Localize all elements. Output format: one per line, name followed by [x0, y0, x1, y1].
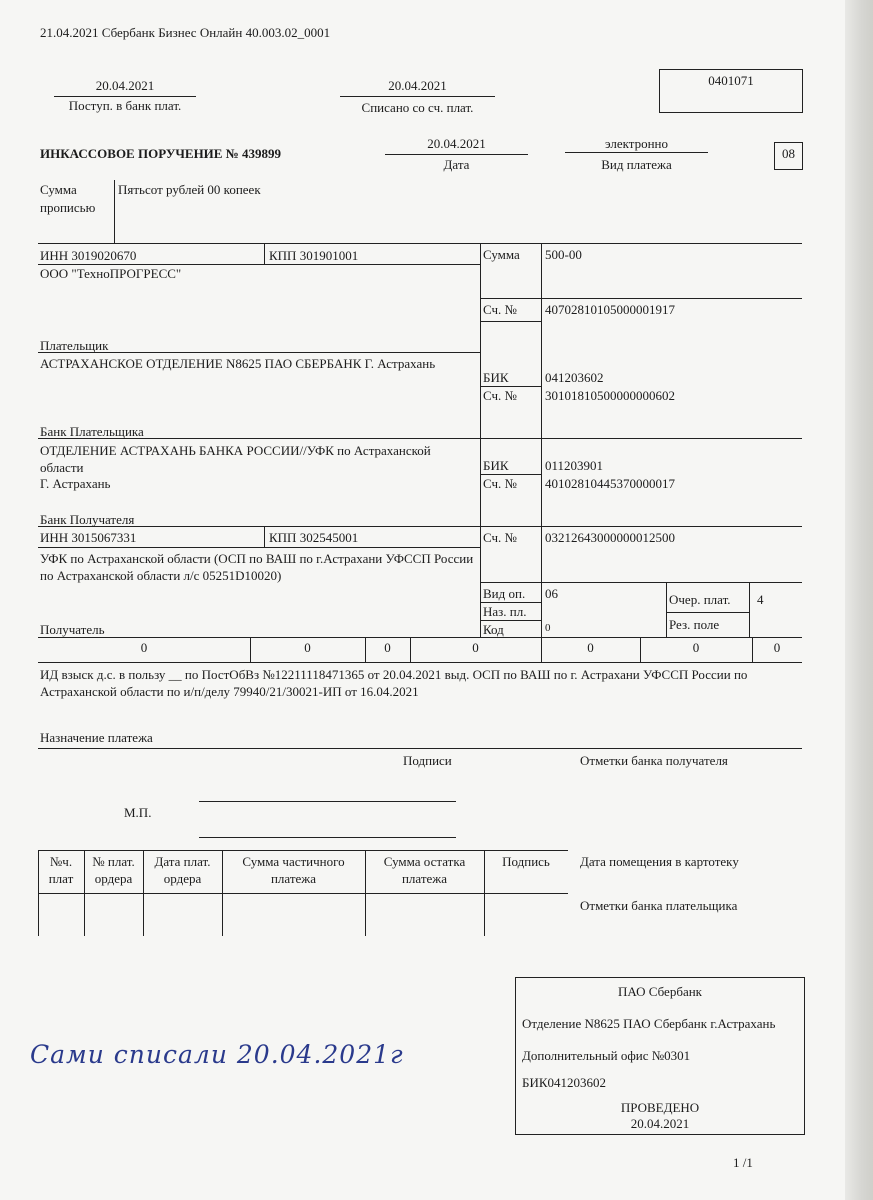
- divider: [385, 154, 528, 155]
- form-code-box: [659, 69, 803, 113]
- document-date-label: Дата: [443, 157, 470, 172]
- payee-bik: 011203901: [545, 458, 604, 473]
- divider: [38, 438, 802, 439]
- payer-bank-name: АСТРАХАНСКОЕ ОТДЕЛЕНИЕ N8625 ПАО СБЕРБАНК Г. Астрахань: [40, 356, 436, 371]
- divider: [38, 264, 480, 265]
- kod-value: 0: [545, 622, 551, 634]
- payment-type: электронно: [604, 136, 668, 151]
- tax-field-6: 0: [692, 640, 700, 655]
- payer-account-label: Сч. №: [483, 302, 517, 317]
- payee-bank-city: Г. Астрахань: [40, 476, 111, 491]
- sum-label: Сумма: [483, 247, 520, 262]
- table-header-num: №ч. плат: [48, 854, 74, 886]
- kartoteka-label: Дата помещения в картотеку: [580, 854, 739, 869]
- page-edge: [845, 0, 873, 1200]
- divider: [38, 850, 568, 851]
- table-header-remaining-sum: Сумма остатка платежа: [383, 854, 466, 886]
- payer-label: Плательщик: [40, 338, 109, 353]
- vid-op-label: Вид оп.: [483, 586, 526, 601]
- divider: [114, 180, 115, 243]
- tax-field-3: 0: [384, 640, 391, 655]
- divider: [38, 547, 480, 548]
- divider: [480, 298, 802, 299]
- divider: [264, 526, 265, 547]
- divider: [38, 526, 802, 527]
- payer-bik-label: БИК: [483, 370, 509, 385]
- divider: [480, 582, 802, 583]
- ocher-value: 4: [757, 592, 764, 607]
- debited-date: 20.04.2021: [388, 78, 447, 93]
- document-date: 20.04.2021: [427, 136, 486, 151]
- divider: [480, 243, 481, 637]
- tax-field-7: 0: [773, 640, 781, 655]
- divider: [38, 893, 568, 894]
- stamp-bik: БИК041203602: [522, 1075, 607, 1090]
- divider: [38, 637, 802, 638]
- table-header-partial-sum: Сумма частичного платежа: [242, 854, 345, 886]
- payer-kpp: КПП 301901001: [269, 248, 359, 263]
- vid-op-value: 06: [545, 586, 558, 601]
- divider: [565, 152, 708, 153]
- payer-account: 40702810105000001917: [545, 302, 675, 317]
- debited-date-label: Списано со сч. плат.: [361, 100, 474, 115]
- amount-words-value: Пятьсот рублей 00 копеек: [118, 182, 261, 197]
- divider: [38, 243, 802, 244]
- tax-field-1: 0: [140, 640, 148, 655]
- stamp-branch: Отделение N8625 ПАО Сбербанк г.Астрахань: [522, 1016, 776, 1031]
- payee-label: Получатель: [40, 622, 105, 637]
- payer-bank-account: 30101810500000000602: [545, 388, 675, 403]
- payer-bank-label: Банк Плательщика: [40, 424, 144, 439]
- payer-bank-account-label: Сч. №: [483, 388, 517, 403]
- tax-field-2: 0: [304, 640, 311, 655]
- payee-name: УФК по Астраханской области (ОСП по ВАШ по г.Астрахани УФССП России по Астраханской области л/с 05251D10020): [40, 551, 474, 583]
- payee-account: 03212643000000012500: [545, 530, 675, 545]
- bank-stamp: [515, 977, 805, 1135]
- received-date: 20.04.2021: [95, 78, 155, 93]
- divider: [541, 243, 542, 637]
- stamp-bank: ПАО Сбербанк: [618, 984, 702, 999]
- divider: [480, 620, 541, 621]
- form-code: 0401071: [708, 73, 754, 88]
- payee-inn: ИНН 3015067331: [40, 530, 137, 545]
- table-header-order-num: № плат. ордера: [92, 854, 135, 886]
- divider: [749, 582, 750, 637]
- divider: [666, 612, 749, 613]
- document-title: ИНКАССОВОЕ ПОРУЧЕНИЕ № 439899: [40, 146, 282, 161]
- receiver-bank-marks: Отметки банка получателя: [580, 753, 728, 768]
- payee-bank-account: 40102810445370000017: [545, 476, 675, 491]
- divider: [340, 96, 495, 97]
- divider: [480, 321, 541, 322]
- payer-bik: 041203602: [545, 370, 604, 385]
- signatures-label: Подписи: [403, 753, 452, 768]
- payee-bik-label: БИК: [483, 458, 509, 473]
- payer-bank-marks: Отметки банка плательщика: [580, 898, 738, 913]
- kod-label: Код: [483, 622, 504, 637]
- purpose-text: ИД взыск д.с. в пользу __ по ПостОбВз №12211118471365 от 20.04.2021 выд. ОСП по ВАШ по г. Астрахани УФССП России по Астраханской области по и/п/делу 79940/21/30021-ИП от 16.04.2021: [40, 667, 748, 699]
- amount-words-label-2: прописью: [40, 200, 96, 215]
- payee-bank-account-label: Сч. №: [483, 476, 517, 491]
- ocher-label: Очер. плат.: [669, 592, 731, 607]
- rez-label: Рез. поле: [669, 617, 720, 632]
- received-date-label: Поступ. в банк плат.: [68, 98, 182, 113]
- stamp-date: 20.04.2021: [630, 1116, 690, 1131]
- payee-account-label: Сч. №: [483, 530, 517, 545]
- status-box: [774, 142, 803, 170]
- naz-pl-label: Наз. пл.: [483, 604, 527, 619]
- divider: [480, 602, 541, 603]
- tax-field-4: 0: [472, 640, 479, 655]
- amount-words-label-1: Сумма: [40, 182, 77, 197]
- tax-field-5: 0: [587, 640, 594, 655]
- stamp-office: Дополнительный офис №0301: [522, 1048, 691, 1063]
- purpose-label: Назначение платежа: [40, 730, 153, 745]
- print-header: 21.04.2021 Сбербанк Бизнес Онлайн 40.003.02_0001: [40, 25, 331, 40]
- payment-type-label: Вид платежа: [601, 157, 672, 172]
- stamp-status: ПРОВЕДЕНО: [620, 1100, 700, 1115]
- sum-value: 500-00: [545, 247, 582, 262]
- payer-name: ООО "ТехноПРОГРЕСС": [40, 266, 182, 281]
- table-header-order-date: Дата плат. ордера: [154, 854, 211, 886]
- mp-label: М.П.: [124, 805, 152, 820]
- payee-bank-label: Банк Получателя: [40, 512, 135, 527]
- divider: [38, 662, 802, 663]
- signature-line-2: [199, 837, 456, 838]
- payee-kpp: КПП 302545001: [269, 530, 359, 545]
- handwritten-note: Сами списали 20.04.2021г: [30, 1040, 404, 1069]
- payer-inn: ИНН 3019020670: [40, 248, 137, 263]
- divider: [480, 474, 541, 475]
- table-header-signature: Подпись: [502, 854, 550, 869]
- divider: [480, 386, 541, 387]
- divider: [264, 243, 265, 264]
- divider: [54, 96, 196, 97]
- status-code: 08: [782, 146, 795, 161]
- page-number: 1 /1: [733, 1155, 753, 1170]
- divider: [666, 582, 667, 637]
- payee-bank-name: ОТДЕЛЕНИЕ АСТРАХАНЬ БАНКА РОССИИ//УФК по Астраханской области: [40, 443, 431, 475]
- divider: [38, 748, 802, 749]
- signature-line-1: [199, 801, 456, 802]
